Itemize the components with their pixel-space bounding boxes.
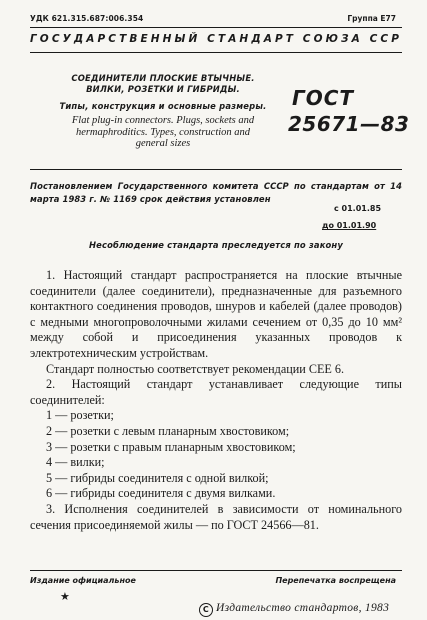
- type-list-item: 1 — розетки;: [46, 408, 114, 423]
- paragraph-scope: 1. Настоящий стандарт распространяется на плоские втычные соединители (далее соединители), предназначенные для разъемного контактного соединения проводов, шнуров и кабелей (далее проводов) с медными многопроволочными жилами сечением от 0,35 до 10 мм² между собой и присоединения указанных проводов к электротехническим устройствам.: [30, 268, 402, 360]
- gost-number: 25671—83: [288, 112, 410, 136]
- validity-to: до 01.01.90: [322, 221, 377, 230]
- type-list-item: 3 — розетки с правым планарным хвостовиком;: [46, 439, 296, 454]
- title-en-line1: Flat plug-in connectors. Plugs, sockets and: [71, 115, 255, 126]
- noncompliance-notice: Несоблюдение стандарта преследуется по закону: [89, 240, 343, 250]
- standard-body: [30, 268, 402, 533]
- copyright-text: Издательство стандартов, 1983: [216, 602, 390, 614]
- title-russian-types: Типы, конструкция и основные размеры.: [59, 101, 267, 111]
- copyright-line: [199, 602, 389, 617]
- validity-from: с 01.01.85: [334, 204, 382, 213]
- type-list-item: 4 — вилки;: [46, 455, 105, 470]
- official-edition-label: Издание официальное: [30, 576, 136, 585]
- type-list-item: 2 — розетки с левым планарным хвостовиком;: [46, 423, 290, 438]
- star-icon: ★: [60, 591, 70, 603]
- udk-code: УДК 621.315.687:006.354: [30, 14, 144, 23]
- header-rule-bottom: [30, 52, 402, 53]
- header-rule-top: [30, 27, 402, 28]
- title-ru-line2: ВИЛКИ, РОЗЕТКИ И ГИБРИДЫ.: [86, 84, 240, 94]
- type-list-item: 6 — гибриды соединителя с двумя вилками.: [46, 486, 276, 501]
- paragraph-variants: 3. Исполнения соединителей в зависимости от номинального сечения присоединяемой жилы — по ГОСТ 24566—81.: [30, 501, 402, 532]
- state-standard-title: ГОСУДАРСТВЕННЫЙ СТАНДАРТ СОЮЗА ССР: [30, 33, 403, 45]
- copyright-icon: C: [199, 603, 213, 617]
- title-ru-line1: СОЕДИНИТЕЛИ ПЛОСКИЕ ВТЫЧНЫЕ.: [71, 73, 255, 83]
- paragraph-types-intro: 2. Настоящий стандарт устанавливает следующие типы соединителей:: [30, 377, 402, 407]
- title-russian: [56, 73, 270, 95]
- decree-text: Постановлением Государственного комитета СССР по стандартам от 14 марта 1983 г. № 1169 срок действия установлен: [30, 181, 402, 204]
- title-en-line3: general sizes: [135, 138, 191, 149]
- title-separator: [30, 169, 402, 170]
- paragraph-cee: Стандарт полностью соответствует рекомендации СЕЕ 6.: [46, 361, 345, 376]
- title-en-line2: hermaphroditics. Types, construction and: [75, 126, 251, 138]
- title-english: [56, 115, 270, 150]
- gost-label: ГОСТ: [292, 86, 355, 110]
- reprint-prohibited-label: Перепечатка воспрещена: [275, 576, 396, 585]
- group-code: Группа Е77: [347, 14, 396, 23]
- type-list-item: 5 — гибриды соединителя с одной вилкой;: [46, 470, 269, 485]
- footer-rule: [30, 570, 402, 571]
